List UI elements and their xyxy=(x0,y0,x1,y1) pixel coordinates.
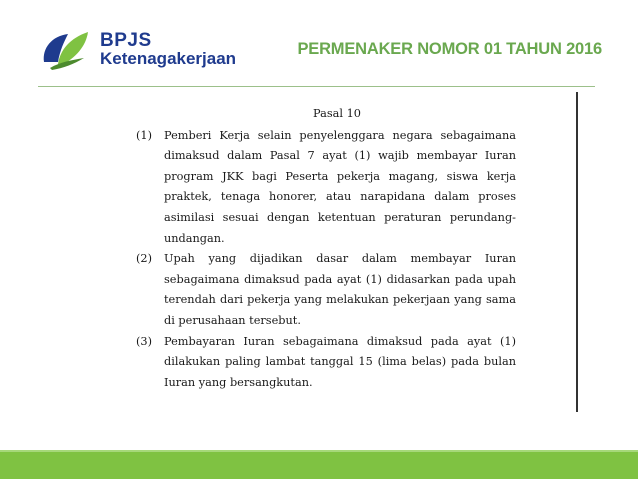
paragraph-text: Pembayaran Iuran sebagaimana dimaksud pada ayat (1) dilakukan paling lambat tanggal 15 (lima belas) pada bulan Iuran yang bersangkutan. xyxy=(164,334,516,389)
logo-brand-subtitle: Ketenagakerjaan xyxy=(100,49,237,68)
paragraph-3 xyxy=(136,332,516,394)
paragraph-1 xyxy=(136,126,516,250)
footer-band xyxy=(0,452,638,479)
paragraph-number: (2) xyxy=(136,252,153,266)
paragraph-text: Upah yang dijadikan dasar dalam membayar Iuran sebagaimana dimaksud pada ayat (1) didasarkan pada upah terendah dari pekerja yang melakukan pekerjaan yang sama di perusahaan tersebut. xyxy=(164,252,516,327)
scan-page-edge xyxy=(576,92,578,412)
bpjs-leaf-icon xyxy=(38,28,94,70)
logo-brand-name: BPJS xyxy=(100,30,152,51)
paragraph-number: (1) xyxy=(136,128,153,142)
paragraph-text: Pemberi Kerja selain penyelenggara negara sebagaimana dimaksud dalam Pasal 7 ayat (1) wajib membayar Iuran program JKK bagi Peserta pekerja magang, siswa kerja praktek, tenaga honorer, atau narapidana dalam proses asimilasi sesuai dengan ketentuan peraturan perundang-undangan. xyxy=(164,128,516,245)
regulation-excerpt xyxy=(136,104,516,393)
page-title: PERMENAKER NOMOR 01 TAHUN 2016 xyxy=(297,40,602,58)
paragraph-number: (3) xyxy=(136,334,153,348)
article-heading: Pasal 10 xyxy=(313,107,361,120)
paragraph-2 xyxy=(136,249,516,331)
bpjs-logo xyxy=(38,28,258,70)
header-divider xyxy=(38,86,595,87)
